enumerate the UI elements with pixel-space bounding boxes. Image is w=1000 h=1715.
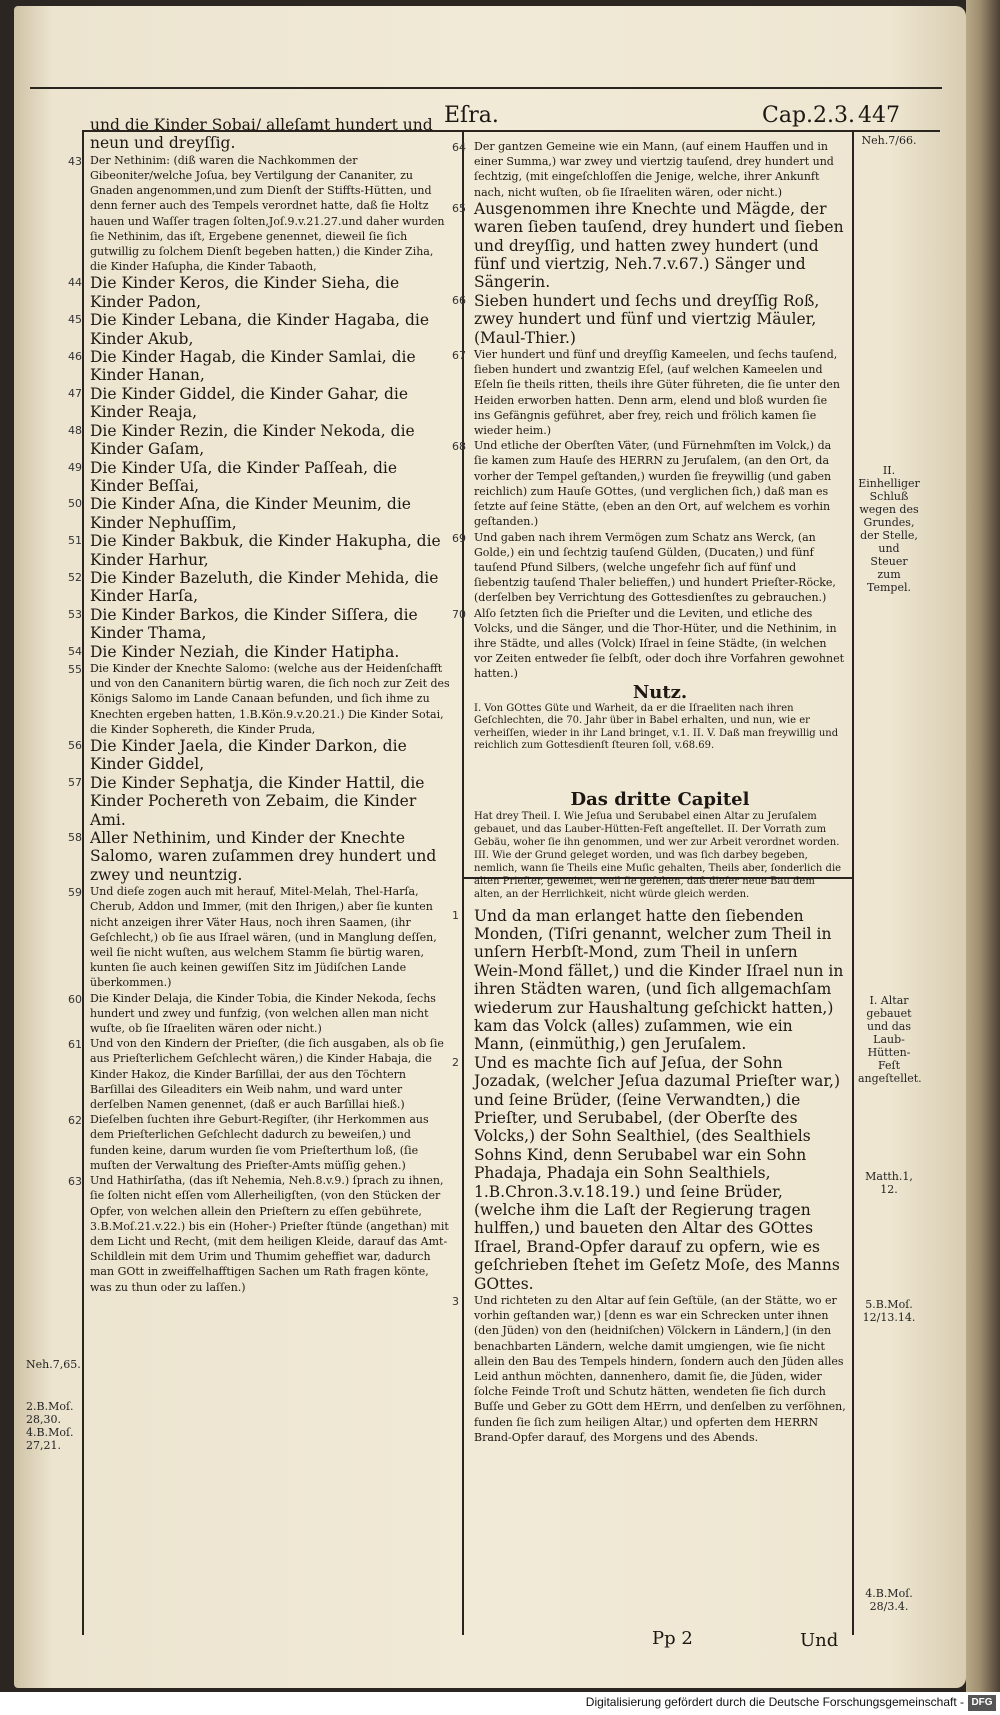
verse-number: 61 — [68, 1038, 82, 1051]
verse-number: 70 — [452, 608, 466, 621]
verse-text: Und es machte ſich auf Jeſua, der Sohn Jozadak, (welcher Jeſua dazumal Prieſter war,) und ſeine Brüder, (ſeine Verwandten,) die Prieſter, und Serubabel, (der Oberſte des Volcks,) der Sohn Sealthiel, (des Sealthiels Sohns Kind, denn Serubabel war ein Sohn Phadaja, Phadaja ein Sohn Sealthiels, 1.B.Chron.3.v.18.19.) und ſeine Brüder, (welche ihm die Laſt der Regierung tragen hulffen,) und baueten den Altar des GOttes Iſrael, Brand-Opfer darauf zu opfern, wie es geſchrieben ſtehet im Geſetz Moſe, des Manns GOttes. — [474, 1053, 841, 1293]
right-column — [474, 139, 846, 1445]
verse-text: Und etliche der Oberſten Väter, (und Fürnehmſten im Volck,) da ſie kamen zum Hauſe des HERRN zu Jeruſalem, (an den Ort, da vorher der Tempel geſtanden,) wurden ſie freywillig (und gaben reichlich) zum Hauſe GOttes, (und verglichen ſich,) daß man es ſetzte auf ſeine Stätte, (eben an den Ort, auf welchem es vorhin geſtanden.) — [474, 439, 832, 529]
verse-text: Ausgenommen ihre Knechte und Mägde, der waren ſieben tauſend, drey hundert und ſieben und dreyſſig, und hatten zwey hundert (und fünf und viertzig, Neh.7.v.67.) Sänger und Sängerin. — [474, 199, 844, 292]
verse-number: 43 — [68, 155, 82, 168]
verse-number: 67 — [452, 349, 466, 362]
chapter3-summary: Hat drey Theil. I. Wie Jeſua und Serubabel einen Altar zu Jeruſalem gebauet, und das Lauber-Hütten-Feſt angeſtellet. II. Der Vorrath zum Gebäu, woher ſie ihn genommen, und wer zur Arbeit verordnet worden. III. Wie der Grund geleget worden, und was ſich darbey begeben, nemlich, wann ſie Theils eine Muſic gehalten, Theils aber, ſonderlich die alten Prieſter, geweinet, weil ſie geſehen, daß dieſer neue Bau dem alten, an der Herrlichkeit, nicht würde gleich werden. — [474, 810, 842, 900]
verse-number: 63 — [68, 1175, 82, 1188]
verse-text: Die Kinder Uſa, die Kinder Paſſeah, die Kinder Beſſai, — [90, 458, 398, 495]
dfg-logo: DFG — [968, 1695, 996, 1711]
verse-number: 66 — [452, 294, 466, 307]
verse-text: Und da man erlanget hatte den ſiebenden Monden, (Tiſri genannt, welcher zum Theil in unſern Herbſt-Mond, zum Theil in unſern Wein-Mond fället,) und die Kinder Iſrael nun in ihren Städten waren, (und ſich allgemachſam wiederum zur Haushaltung geſchickt hatten,) kam das Volck (alles) zuſammen, wie ein Mann, (einmüthig,) gen Jeruſalem. — [474, 906, 844, 1054]
verse-text: Und Hathirſatha, (das iſt Nehemia, Neh.8.v.9.) ſprach zu ihnen, ſie ſolten nicht eſſen vom Allerheiligſten, (von den Stücken der Opfer, von welchen allein den Prieſtern zu eſſen gebührete, 3.B.Moſ.21.v.22.) bis ein (Hoher-) Prieſter ſtünde (angethan) mit dem Licht und Recht, (mit dem heiligen Kleide, darauf das Amt-Schildlein mit dem Urim und Thumim geheffiet war, dadurch man GOtt in zweiffelhafftigen Sachen um Rath fragen könte, was zu thun oder zu laſſen.) — [90, 1174, 449, 1294]
verse-text: Die Kinder Giddel, die Kinder Gahar, die Kinder Reaja, — [90, 384, 408, 422]
signature-mark: Pp 2 — [652, 1628, 693, 1649]
verse-number: 46 — [68, 350, 82, 363]
verse-number: 53 — [68, 608, 82, 621]
verse-text: Und richteten zu den Altar auf ſein Geſtüle, (an der Stätte, wo er vorhin geſtanden war,) [denn es war ein Schrecken unter ihnen (den Jüden) von den (heidniſchen) Völckern in Ländern,] (in den benachbarten Ländern, welche damit umgiengen, wie ſie nicht allein den Bau des Tempels hindern, ſondern auch den Jüden alles Leid anthun möchten, dannenhero, damit ſie, die Jüden, wider ſolche Feinde Troſt und Schutz hätten, wendeten ſie ſich durch Buſſe und Geber zu GOtt dem HErrn, und denſelben zu verſöhnen, funden ſie ſich zum heiligen Altar,) und opferten dem HERRN Brand-Opfer darauf, des Morgens und des Abends. — [474, 1294, 846, 1444]
verse-number: 45 — [68, 313, 82, 326]
left-margin-note: Neh.7,65. — [26, 1358, 81, 1371]
verse-number: 58 — [68, 831, 82, 844]
verse-text: Aller Nethinim, und Kinder der Knechte Salomo, waren zuſammen drey hundert und zwey und neuntzig. — [90, 829, 437, 884]
verse-number: 51 — [68, 534, 82, 547]
book-spine — [966, 0, 1000, 1715]
left-frame-rule — [82, 130, 84, 1635]
verse-text: Alſo ſetzten ſich die Prieſter und die Leviten, und etliche des Volcks, und die Sänger, und die Thor-Hüter, und die Nethinim, in ihre Städte, und alles (Volck) Iſrael in ſeine Städte, (in welchen vor Zeiten entweder ſie ſelbſt, oder doch ihre Vorfahren gewohnet hatten.) — [474, 606, 845, 681]
digitization-footer — [0, 1692, 1000, 1715]
verse-text: Die Kinder Bazeluth, die Kinder Mehida, die Kinder Harſa, — [90, 568, 439, 606]
verse-text: Und dieſe zogen auch mit herauf, Mitel-Melah, Thel-Harſa, Cherub, Addon und Immer, (mit den Ihrigen,) aber ſie kunten nicht anzeigen ihrer Väter Haus, noch ihren Saamen, (ihr Geſchlecht,) ob ſie aus Iſrael wären, (und in Manglung deſſen, weil ſie nicht wuſten, aus welchem Stamm ſie bürtig waren, kunten ſie auch keinen gewiſſen Sitz im Jüdiſchen Lande überkommen.) — [90, 885, 437, 990]
verse-text: Die Kinder Delaja, die Kinder Tobia, die Kinder Nekoda, ſechs hundert und zwey und funfzig, (von welchen allen man nicht wuſte, ob ſie Iſraeliten wären oder nicht.) — [90, 991, 436, 1036]
verse-text: Der Nethinim: (diß waren die Nachkommen der Gibeoniter/welche Joſua, bey Vertilgung der Cananiter, zu Gnaden angenommen,und zum Dienſt der Stiffts-Hütten, und denn ferner auch des Tempels verordnet hatte, daß ſie Holtz hauen und Waſſer tragen ſolten,Joſ.9.v.21.27.und daher wurden ſie Nethinim, das iſt, Ergebene genennet, dieweil ſie ſich gutwillig zu ſolchem Dienſt begeben hatten,) die Kinder Ziha, die Kinder Haſupha, die Kinder Tabaoth, — [90, 153, 445, 274]
verse-number: 2 — [452, 1056, 459, 1069]
verse-text: Die Kinder Bakbuk, die Kinder Hakupha, die Kinder Harhur, — [90, 532, 441, 569]
verse-text: Die Kinder Hagab, die Kinder Samlai, die Kinder Hanan, — [90, 348, 416, 385]
verse-text: Vier hundert und fünf und dreyſſig Kameelen, und ſechs tauſend, ſieben hundert und zwantzig Eſel, (auf welchen Kameelen und Eſeln ſie theils ritten, theils ihre Güter führeten, die ſie unter den Heiden erworben hatten. Denn arm, elend und bloß wurden ſie ins Gefängnis geführet, aber frey, reich und frölich kamen ſie wieder heim.) — [474, 348, 840, 438]
verse-text: Die Kinder Aſna, die Kinder Meunim, die Kinder Nephuſſim, — [90, 495, 411, 532]
top-rule — [30, 87, 942, 89]
verse-number: 1 — [452, 909, 459, 922]
running-head-chapter: Cap.2.3. — [762, 103, 856, 128]
verse-number: 55 — [68, 663, 82, 676]
verse-number: 59 — [68, 886, 82, 899]
verse-text: Die Kinder Lebana, die Kinder Hagaba, die Kinder Akub, — [90, 311, 430, 348]
verse-text: Und von den Kindern der Prieſter, (die ſich ausgaben, als ob ſie aus Prieſterlichem Geſchlecht wären,) die Kinder Habaja, die Kinder Hakoz, die Kinder Barſillai, der aus den Töchtern Barſillai des Gileaditers ein Weib nahm, und ward unter derſelben Namen genennet, (daß er auch Barſillai hieß.) — [90, 1037, 444, 1112]
verse-text: Die Kinder Neziah, die Kinder Hatipha. — [90, 642, 400, 661]
left-column — [90, 116, 452, 1295]
verse-text: Die Kinder Keros, die Kinder Sieha, die Kinder Padon, — [90, 274, 400, 311]
verse-text: Und gaben nach ihrem Vermögen zum Schatz ans Werck, (an Golde,) ein und ſechtzig tauſend Gülden, (Ducaten,) und fünf tauſend Pfund Silbers, (welche ungefehr ſich auf fünf und ſiebentzig tauſend Thaler belieffen,) und hundert Prieſter-Röcke, (derſelben bey Verrichtung des Gottesdienſtes zu gebrauchen.) — [474, 530, 836, 605]
verse-text: Sieben hundert und ſechs und dreyſſig Roß, zwey hundert und fünf und viertzig Mäuler, (Maul-Thier.) — [474, 291, 820, 347]
verse-number: 54 — [68, 645, 82, 658]
verse-text: Die Kinder der Knechte Salomo: (welche aus der Heidenſchafft und von den Cananitern bürtig waren, die ſich noch zur Zeit des Königs Salomo im Lande Canaan befunden, und ſich ihme zu Knechten ergeben hatten, 1.B.Kön.9.v.20.21.) Die Kinder Sotai, die Kinder Sophereth, die Kinder Pruda, — [90, 661, 450, 736]
verse-number: 3 — [452, 1295, 459, 1308]
verse-text: Der gantzen Gemeine wie ein Mann, (auf einem Hauffen und in einer Summa,) war zwey und viertzig tauſend, drey hundert und ſechtzig, (mit eingeſchloſſen die Jenige, welche, ihrer Ankunft nach, nicht wuſten, ob ſie Iſraeliten wären, oder nicht.) — [474, 140, 834, 199]
verse-number: 48 — [68, 424, 82, 437]
verse-text: Die Kinder Jaela, die Kinder Darkon, die Kinder Giddel, — [90, 736, 407, 774]
nutz-text: I. Von GOttes Güte und Warheit, da er die Iſraeliten nach ihren Geſchlechten, die 70. Jahr über in Babel erhalten, und nun, wie er verheiſſen, wieder in ihr Land bringet, v.1. II. V. Daß man freywillig und reichlich zum Gottesdienſt ſteuren ſoll, v.68.69. — [474, 702, 839, 752]
nutz-heading: Nutz. — [632, 681, 688, 703]
verse-text: Die Kinder Barkos, die Kinder Siſſera, die Kinder Thama, — [90, 605, 418, 643]
right-margin-note: Matth.1, 12. — [865, 1170, 913, 1196]
verse-number: 57 — [68, 776, 82, 789]
verse-text: Die Kinder Sephatja, die Kinder Hattil, die Kinder Pochereth von Zebaim, die Kinder Ami. — [90, 773, 425, 829]
verse-number: 50 — [68, 497, 82, 510]
verse-number: 64 — [452, 141, 466, 154]
verse-number: 49 — [68, 461, 82, 474]
chapter3-heading: Das dritte Capitel — [570, 788, 750, 810]
verse-text: und die Kinder Sobai/ alleſamt hundert und neun und dreyſſig. — [90, 116, 433, 153]
right-margin-note: I. Altar gebauet und das Laub-Hütten-Feſt angeſtellet. — [858, 994, 922, 1085]
verse-number: 56 — [68, 739, 82, 752]
verse-number: 60 — [68, 993, 82, 1006]
verse-text: Dieſelben ſuchten ihre Geburt-Regiſter, (ihr Herkommen aus dem Prieſterlichen Geſchlecht dadurch zu beweiſen,) und funden keine, darum wurden ſie vom Prieſterthum loß, (ſie muſten der Verwaltung des Prieſter-Amts müſſig gehen.) — [90, 1113, 429, 1172]
right-margin-note: II. Einhelliger Schluß wegen des Grundes, der Stelle, und Steuer zum Tempel. — [858, 464, 920, 594]
running-head-book: Eſra. — [444, 103, 499, 128]
right-margin-note: 5.B.Moſ. 12/13.14. — [862, 1298, 916, 1324]
verse-number: 44 — [68, 276, 82, 289]
verse-text: Die Kinder Rezin, die Kinder Nekoda, die Kinder Gaſam, — [90, 421, 415, 459]
spacer — [474, 753, 846, 789]
verse-number: 52 — [68, 571, 82, 584]
left-margin-note: 2.B.Moſ. 28,30. 4.B.Moſ. 27,21. — [26, 1400, 74, 1452]
right-margin-note: Neh.7/66. — [861, 134, 917, 147]
footer-credit: Digitalisierung gefördert durch die Deutsche Forschungsgemeinschaft - — [585, 1695, 964, 1709]
verse-number: 69 — [452, 532, 466, 545]
verse-number: 62 — [68, 1114, 82, 1127]
right-margin-note: 4.B.Moſ. 28/3.4. — [865, 1587, 913, 1613]
verse-number: 47 — [68, 387, 82, 400]
verse-number: 65 — [452, 202, 466, 215]
catchword: Und — [800, 1630, 839, 1651]
right-frame-rule — [852, 130, 854, 1635]
page-number: 447 — [858, 103, 900, 128]
verse-number: 68 — [452, 440, 466, 453]
